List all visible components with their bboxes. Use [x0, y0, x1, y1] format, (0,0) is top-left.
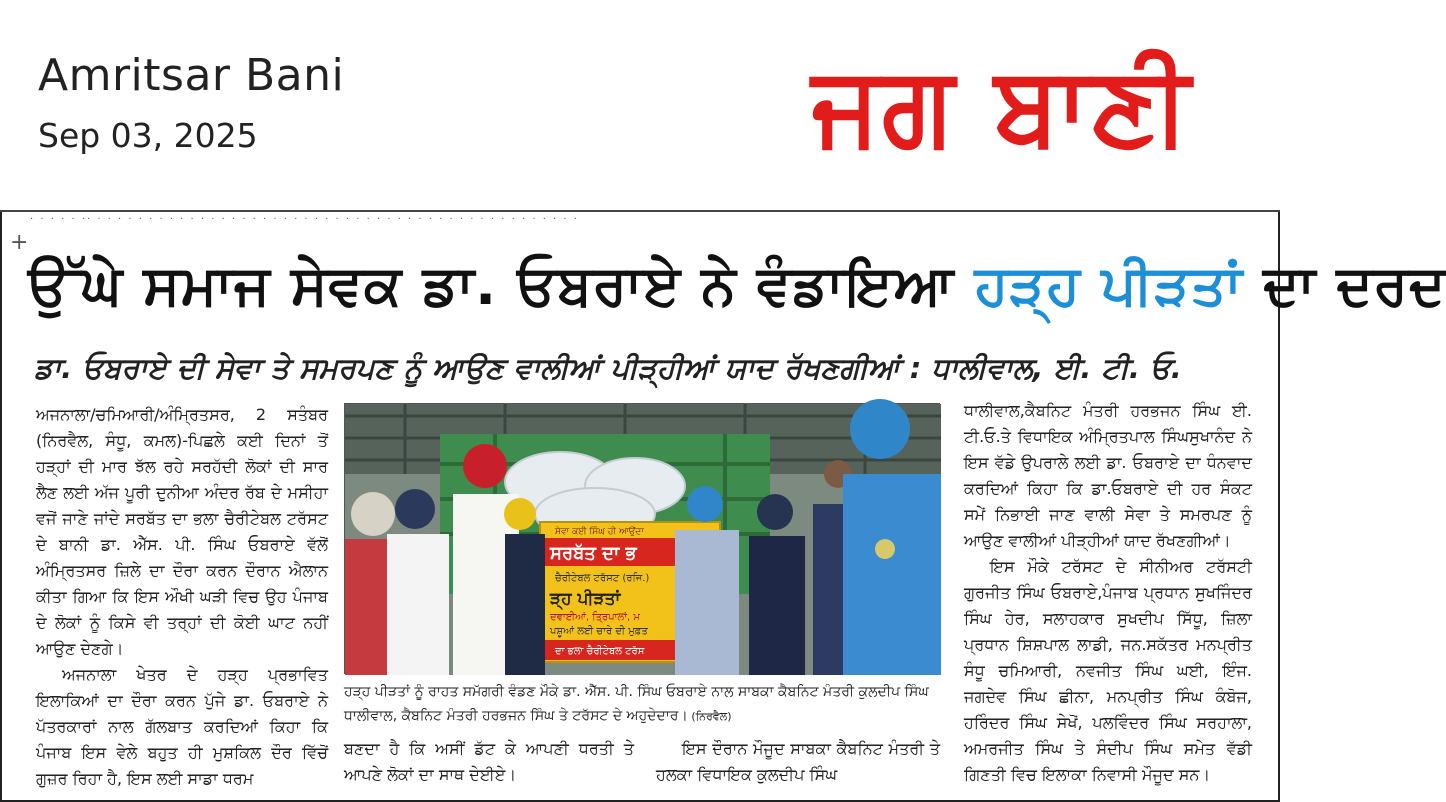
headline-highlight: ਹੜ੍ਹ ਪੀੜਤਾਂ	[974, 253, 1243, 317]
article-column-left	[36, 402, 328, 798]
logo-text: ਜਗ ਬਾਣੀ	[811, 40, 1193, 170]
article-column-right	[964, 398, 1252, 798]
article-paragraph: ਇਸ ਦੌਰਾਨ ਮੌਜੂਦ ਸਾਬਕਾ ਕੈਬਨਿਟ ਮੰਤਰੀ ਤੇ ਹਲਕਾ ਵਿਧਾਇਕ ਕੁਲਦੀਪ ਸਿੰਘ	[656, 739, 940, 784]
publication-name: Amritsar Bani	[38, 50, 345, 101]
banner-footer: ਦਾ ਭਲਾ ਚੈਰੀਟੇਬਲ ਟਰੱਸ	[555, 646, 645, 657]
headline-part-2: ਦਾ ਦਰਦ	[1242, 253, 1446, 317]
article-photo	[344, 403, 940, 674]
article-paragraph: ਬਣਦਾ ਹੈ ਕਿ ਅਸੀਂ ਡੱਟ ਕੇ ਆਪਣੀ ਧਰਤੀ ਤੇ ਆਪਣੇ ਲੋਕਾਂ ਦਾ ਸਾਥ ਦੇਈਏ।	[344, 739, 634, 784]
banner-line-1: ਚੈਰੀਟੇਬਲ ਟਰੱਸਟ (ਰਜਿ.)	[555, 573, 650, 584]
publication-date: Sep 03, 2025	[38, 116, 258, 155]
caption-text: ਹੜ੍ਹ ਪੀੜਤਾਂ ਨੂੰ ਰਾਹਤ ਸਮੱਗਰੀ ਵੰਡਣ ਮੌਕੇ ਡਾ. ਐੱਸ. ਪੀ. ਸਿੰਘ ਓਬਰਾਏ ਨਾਲ ਸਾਬਕਾ ਕੈਬਨਿਟ ਮੰਤਰੀ ਕੁਲਦੀਪ ਸਿੰਘ ਧਾਲੀਵਾਲ, ਕੈਬਨਿਟ ਮੰਤਰੀ ਹਰਭਜਨ ਸਿੰਘ ਤੇ ਟਰੱਸਟ ਦੇ ਅਹੁਦੇਦਾਰ।	[344, 684, 929, 724]
banner-line-3: ਦਵਾਈਆਂ, ਤ੍ਰਿਪਾਲਾਂ, ਮ	[550, 612, 640, 623]
photo-illustration	[345, 404, 941, 675]
article-column-middle-1	[344, 736, 634, 798]
article-paragraph: ਇਸ ਮੌਕੇ ਟਰੱਸਟ ਦੇ ਸੀਨੀਅਰ ਟਰੱਸਟੀ ਗੁਰਜੀਤ ਸਿੰਘ ਓਬਰਾਏ,ਪੰਜਾਬ ਪ੍ਰਧਾਨ ਸੁਖਜਿੰਦਰ ਸਿੰਘ ਹੇਰ, ਸਲਾਹਕਾਰ ਸੁਖਦੀਪ ਸਿੱਧੂ, ਜ਼ਿਲਾ ਪ੍ਰਧਾਨ ਸ਼ਿਸ਼ਪਾਲ ਲਾਡੀ, ਜਨ.ਸਕੱਤਰ ਮਨਪ੍ਰੀਤ ਸੰਧੂ ਚਮਿਆਰੀ, ਨਵਜੀਤ ਸਿੰਘ ਘਈ, ਇੰਜ. ਜਗਦੇਵ ਸਿੰਘ ਛੀਨਾ, ਮਨਪ੍ਰੀਤ ਸਿੰਘ ਕੰਬੋਜ, ਹਰਿੰਦਰ ਸਿੰਘ ਸੇਖੋਂ, ਪਲਵਿੰਦਰ ਸਿੰਘ ਸਰਹਾਲਾ, ਅਮਰਜੀਤ ਸਿੰਘ ਤੇ ਸੰਦੀਪ ਸਿੰਘ ਸਮੇਤ ਵੱਡੀ ਗਿਣਤੀ ਵਿਚ ਇਲਾਕਾ ਨਿਵਾਸੀ ਮੌਜੂਦ ਸਨ।	[964, 557, 1252, 784]
clipped-text-line: · · · · · ·· · · · · · · · · · · · · · · · · · · · · · · · · · · · · · · · · · · · · · · · · · · · · · · ·	[30, 214, 579, 225]
crop-mark-icon: +	[10, 230, 29, 255]
banner-line-2: ੜ੍ਹ ਪੀੜਤਾਂ	[550, 589, 621, 609]
article-headline	[28, 240, 1446, 330]
article-paragraph: ਧਾਲੀਵਾਲ,ਕੈਬਨਿਟ ਮੰਤਰੀ ਹਰਭਜਨ ਸਿੰਘ ਈ. ਟੀ.ਓ.ਤੇ ਵਿਧਾਇਕ ਅੰਮ੍ਰਿਤਪਾਲ ਸਿੰਘਸੁਖਾਨੰਦ ਨੇ ਇਸ ਵੱਡੇ ਉਪਰਾਲੇ ਲਈ ਡਾ. ਓਬਰਾਏ ਦਾ ਧੰਨਵਾਦ ਕਰਦਿਆਂ ਕਿਹਾ ਕਿ ਡਾ.ਓਬਰਾਏ ਦੀ ਹਰ ਸੰਕਟ ਸਮੇਂ ਨਿਭਾਈ ਜਾਣ ਵਾਲੀ ਸੇਵਾ ਤੇ ਸਮਰਪਣ ਨੂੰ ਆਉਣ ਵਾਲੀਆਂ ਪੀੜ੍ਹੀਆਂ ਯਾਦ ਰੱਖਣਗੀਆਂ।	[964, 401, 1252, 550]
article-paragraph: ਅਜਨਾਲਾ/ਚਮਿਆਰੀ/ਅੰਮ੍ਰਿਤਸਰ, 2 ਸਤੰਬਰ (ਨਿਰਵੈਲ, ਸੰਧੂ, ਕਮਲ)-ਪਿਛਲੇ ਕਈ ਦਿਨਾਂ ਤੋਂ ਹੜ੍ਹਾਂ ਦੀ ਮਾਰ ਝੱਲ ਰਹੇ ਸਰਹੱਦੀ ਲੋਕਾਂ ਦੀ ਸਾਰ ਲੈਣ ਲਈ ਅੱਜ ਪੂਰੀ ਦੁਨੀਆ ਅੰਦਰ ਰੱਬ ਦੇ ਮਸੀਹਾ ਵਜੋਂ ਜਾਣੇ ਜਾਂਦੇ ਸਰਬੱਤ ਦਾ ਭਲਾ ਚੈਰੀਟੇਬਲ ਟਰੱਸਟ ਦੇ ਬਾਨੀ ਡਾ. ਐੱਸ. ਪੀ. ਸਿੰਘ ਓਬਰਾਏ ਵੱਲੋਂ ਅੰਮ੍ਰਿਤਸਰ ਜ਼ਿਲੇ ਦਾ ਦੌਰਾ ਕਰਨ ਦੌਰਾਨ ਐਲਾਨ ਕੀਤਾ ਗਿਆ ਕਿ ਇਸ ਔਖੀ ਘੜੀ ਵਿਚ ਉਹ ਪੰਜਾਬ ਦੇ ਲੋਕਾਂ ਨੂੰ ਕਿਸੇ ਵੀ ਤਰ੍ਹਾਂ ਦੀ ਕੋਈ ਘਾਟ ਨਹੀਂ ਆਉਣ ਦੇਣਗੇ।	[36, 405, 328, 658]
article-subheadline: ਡਾ. ਓਬਰਾਏ ਦੀ ਸੇਵਾ ਤੇ ਸਮਰਪਣ ਨੂੰ ਆਉਣ ਵਾਲੀਆਂ ਪੀੜ੍ਹੀਆਂ ਯਾਦ ਰੱਖਣਗੀਆਂ : ਧਾਲੀਵਾਲ, ਈ. ਟੀ. ਓ.	[34, 351, 1182, 385]
article-column-middle-2	[656, 736, 940, 798]
photo-caption	[344, 680, 940, 730]
masthead	[0, 0, 1280, 212]
newspaper-logo	[774, 40, 1230, 170]
article-paragraph: ਅਜਨਾਲਾ ਖੇਤਰ ਦੇ ਹੜ੍ਹ ਪ੍ਰਭਾਵਿਤ ਇਲਾਕਿਆਂ ਦਾ ਦੌਰਾ ਕਰਨ ਪੁੱਜੇ ਡਾ. ਓਬਰਾਏ ਨੇ ਪੱਤਰਕਾਰਾਂ ਨਾਲ ਗੱਲਬਾਤ ਕਰਦਿਆਂ ਕਿਹਾ ਕਿ ਪੰਜਾਬ ਇਸ ਵੇਲੇ ਬਹੁਤ ਹੀ ਮੁਸ਼ਕਿਲ ਦੌਰ ਵਿੱਚੋਂ ਗੁਜ਼ਰ ਰਿਹਾ ਹੈ, ਇਸ ਲਈ ਸਾਡਾ ਧਰਮ	[36, 665, 328, 788]
caption-credit: (ਨਿਰਵੈਲ)	[687, 710, 732, 723]
headline-part-1: ਉੱਘੇ ਸਮਾਜ ਸੇਵਕ ਡਾ. ਓਬਰਾਏ ਨੇ ਵੰਡਾਇਆ	[28, 253, 975, 317]
banner-top-text: ਸੇਵਾ ਕਈ ਸਿੰਘ ਹੀ ਆਉਂਦਾ	[555, 527, 644, 537]
banner-line-4: ਪਸ਼ੂਆਂ ਲਈ ਚਾਰੇ ਦੀ ਮੁਫ਼ਤ	[550, 626, 648, 637]
banner-title: ਸਰਬੱਤ ਦਾ ਭ	[550, 543, 637, 564]
